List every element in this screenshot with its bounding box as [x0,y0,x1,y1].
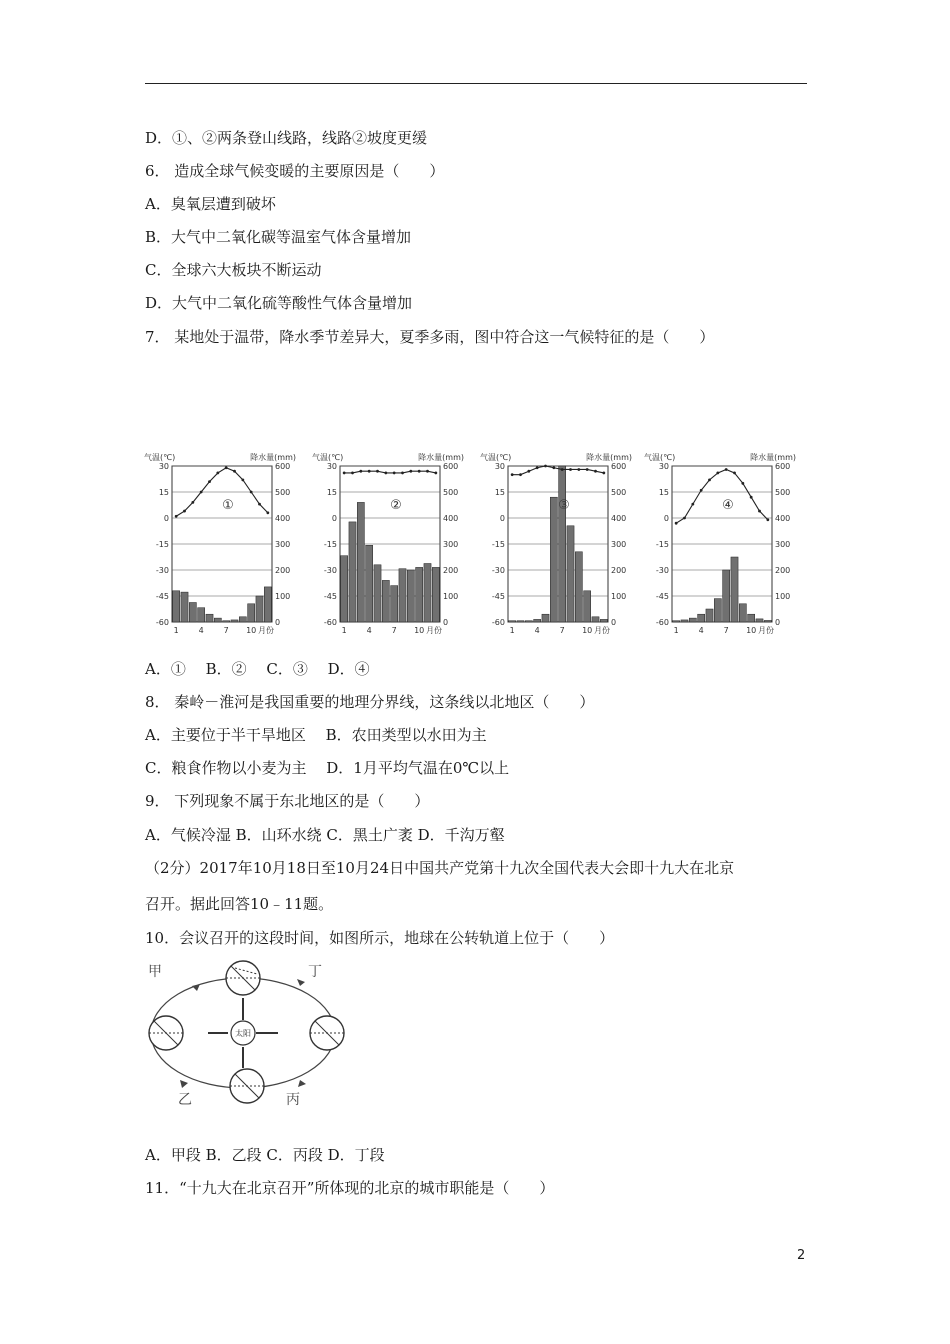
segment-label-jia: 甲 [148,964,162,980]
temp-point [683,517,686,520]
temp-tick-label: 30 [158,462,169,471]
precip-tick-label: 0 [275,618,281,627]
segment-label-ding: 丁 [308,964,322,980]
temp-point [527,470,530,473]
temp-point [351,472,354,475]
temp-tick-label: -30 [491,566,505,575]
temp-point [750,496,753,499]
temp-point [700,489,703,492]
temp-tick-label: -60 [323,618,337,627]
month-tick-label: 4 [366,626,372,635]
left-axis-label: 气温(℃) [144,453,176,462]
q6-stem: 6． 造成全球气候变暖的主要原因是（ ） [145,162,445,180]
temp-tick-label: -15 [155,540,169,549]
orbit-arrow-icon [297,979,305,986]
precip-tick-label: 200 [611,566,627,575]
chart-number-label: ① [222,498,234,514]
precip-bar [349,522,356,622]
precip-tick-label: 400 [443,514,459,523]
earth-bottom-icon [230,1069,264,1103]
precip-bar [424,564,431,623]
precip-bar [550,497,557,622]
month-tick-label: 10 [414,626,425,635]
temp-tick-label: 0 [331,514,337,523]
temp-tick-label: -15 [491,540,505,549]
temp-point [266,511,269,514]
precip-tick-label: 100 [775,592,791,601]
sun-label: 太阳 [235,1029,251,1038]
climate-chart-1 [140,448,300,640]
temp-line [344,471,436,473]
q11-stem: 11．“十九大在北京召开”所体现的北京的城市职能是（ ） [145,1179,555,1197]
temp-point [691,503,694,506]
precip-bar [214,618,221,622]
precip-bar [248,604,255,622]
right-axis-label: 降水量(mm) [750,453,796,462]
temp-point [675,522,678,525]
climate-chart-4 [640,448,800,640]
temp-point [708,478,711,481]
segment-label-yi: 乙 [178,1092,192,1108]
temp-tick-label: -60 [655,618,669,627]
q9-stem: 9． 下列现象不属于东北地区的是（ ） [145,792,430,810]
chart-number-label: ④ [722,498,734,514]
precip-tick-label: 200 [275,566,291,575]
temp-tick-label: -45 [323,592,337,601]
precip-bar [264,587,271,622]
q10-options: A．甲段 B．乙段 C．丙段 D．丁段 [145,1146,385,1164]
month-tick-label: 7 [391,626,397,635]
precip-bar [198,608,205,622]
q5-option-d: D．①、②两条登山线路，线路②坡度更缓 [145,129,428,147]
precip-tick-label: 600 [611,462,627,471]
precip-tick-label: 0 [775,618,781,627]
earth-top-icon [226,961,260,995]
earth-left-icon [149,1016,183,1050]
temp-point [519,473,522,476]
precip-tick-label: 400 [611,514,627,523]
temp-point [758,510,761,513]
temp-point [586,468,589,471]
month-tick-label: 4 [198,626,204,635]
precip-bar [698,614,705,622]
precip-tick-label: 300 [443,540,459,549]
q6-option-c: C．全球六大板块不断运动 [145,261,322,279]
precip-bar [681,620,688,622]
temp-tick-label: 15 [494,488,505,497]
q10-intro-line1: （2分）2017年10月18日至10月24日中国共产党第十九次全国代表大会即十九大在北京 [145,859,735,877]
precip-tick-label: 600 [775,462,791,471]
temp-point [577,468,580,471]
right-axis-label: 降水量(mm) [586,453,632,462]
temp-tick-label: -45 [491,592,505,601]
chart-number-label: ② [390,498,402,514]
precip-bar [407,570,414,622]
precip-bar [231,620,238,622]
orbit-arrow-icon [298,1080,306,1087]
temp-point [536,466,539,469]
precip-tick-label: 100 [275,592,291,601]
temp-tick-label: 30 [326,462,337,471]
precip-bar [432,567,439,622]
temp-tick-label: 15 [326,488,337,497]
temp-tick-label: -15 [655,540,669,549]
temp-point [544,465,547,468]
q7-stem: 7． 某地处于温带，降水季节差异大，夏季多雨，图中符合这一气候特征的是（ ） [145,328,715,346]
precip-bar [748,614,755,622]
x-axis-label: 月份 [426,626,442,635]
precip-bar [181,592,188,622]
precip-bar [567,526,574,622]
precip-bar [525,621,532,622]
temp-tick-label: -60 [155,618,169,627]
precip-bar [714,599,721,622]
precip-tick-label: 200 [775,566,791,575]
temp-tick-label: -30 [155,566,169,575]
left-axis-label: 气温(℃) [644,453,676,462]
precip-tick-label: 600 [443,462,459,471]
temp-tick-label: -30 [323,566,337,575]
precip-bar [542,614,549,622]
precip-bar [357,502,364,622]
precip-tick-label: 400 [775,514,791,523]
temp-point [368,470,371,473]
temp-point [766,518,769,521]
precip-bar [584,591,591,622]
precip-tick-label: 100 [443,592,459,601]
precip-bar [559,466,566,622]
precip-bar [673,621,680,622]
temp-point [250,491,253,494]
precip-bar [592,617,599,622]
precip-tick-label: 500 [611,488,627,497]
temp-point [569,468,572,471]
temp-point [191,501,194,504]
temp-tick-label: 30 [658,462,669,471]
precip-bar [517,621,524,622]
orbit-arrow-icon [180,1080,188,1088]
temp-point [343,472,346,475]
segment-label-bing: 丙 [286,1092,300,1108]
precip-tick-label: 400 [275,514,291,523]
temp-point [511,473,514,476]
temp-tick-label: 0 [499,514,505,523]
precip-bar [173,591,180,622]
precip-bar [723,570,730,622]
q6-option-a: A．臭氧层遭到破坏 [145,195,276,213]
month-tick-label: 1 [173,626,179,635]
precip-bar [706,609,713,622]
q9-options: A．气候冷湿 B．山环水绕 C．黑土广袤 D．千沟万壑 [145,826,505,844]
x-axis-label: 月份 [594,626,610,635]
precip-bar [189,603,196,623]
month-tick-label: 1 [509,626,515,635]
month-tick-label: 1 [341,626,347,635]
temp-point [561,468,564,471]
right-axis-label: 降水量(mm) [418,453,464,462]
temp-point [208,480,211,483]
temp-point [594,470,597,473]
temp-line [676,469,768,523]
precip-tick-label: 300 [275,540,291,549]
temp-point [183,510,186,513]
q8-options-cd: C．粮食作物以小麦为主 D．1月平均气温在0℃以上 [145,759,510,777]
q7-options: A．① B．② C．③ D．④ [145,660,370,678]
climate-chart-2 [308,448,468,640]
month-tick-label: 7 [223,626,229,635]
month-tick-label: 7 [723,626,729,635]
climate-chart-3 [476,448,636,640]
page-number: 2 [797,1248,806,1263]
precip-tick-label: 100 [611,592,627,601]
temp-tick-label: 0 [663,514,669,523]
precip-bar [534,619,541,622]
temp-point [241,478,244,481]
orbit-diagram [140,958,360,1108]
month-tick-label: 10 [746,626,757,635]
temp-point [258,503,261,506]
temp-point [384,472,387,475]
month-tick-label: 10 [582,626,593,635]
temp-tick-label: 15 [158,488,169,497]
temp-point [216,472,219,475]
precip-bar [399,569,406,622]
temp-point [409,470,412,473]
temp-tick-label: 0 [163,514,169,523]
temp-point [733,472,736,475]
precip-bar [739,604,746,622]
temp-point [434,472,437,475]
left-axis-label: 气温(℃) [480,453,512,462]
precip-tick-label: 0 [443,618,449,627]
precip-bar [756,619,763,622]
temp-tick-label: -15 [323,540,337,549]
temp-point [225,466,228,469]
x-axis-label: 月份 [258,626,274,635]
month-tick-label: 10 [246,626,257,635]
header-rule [145,83,807,84]
precip-bar [509,621,516,622]
temp-point [552,466,555,469]
x-axis-label: 月份 [758,626,774,635]
right-axis-label: 降水量(mm) [250,453,296,462]
precip-bar [731,557,738,622]
precip-bar [416,567,423,622]
precip-bar [764,620,771,622]
temp-point [233,470,236,473]
q8-stem: 8． 秦岭－淮河是我国重要的地理分界线，这条线以北地区（ ） [145,693,595,711]
temp-line [512,466,604,475]
q6-option-b: B．大气中二氧化碳等温室气体含量增加 [145,228,412,246]
q6-option-d: D．大气中二氧化硫等酸性气体含量增加 [145,294,413,312]
climate-charts [140,448,800,640]
temp-tick-label: 30 [494,462,505,471]
precip-bar [382,580,389,622]
orbit-arrow-icon [192,984,200,991]
precip-bar [600,619,607,622]
precip-tick-label: 500 [775,488,791,497]
left-axis-label: 气温(℃) [312,453,344,462]
precip-bar [689,618,696,622]
temp-point [401,472,404,475]
precip-bar [366,545,373,622]
temp-point [175,515,178,518]
precip-bar [341,556,348,622]
month-tick-label: 7 [559,626,565,635]
precip-bar [374,565,381,622]
temp-point [376,470,379,473]
precip-tick-label: 300 [611,540,627,549]
temp-point [418,470,421,473]
temp-tick-label: -45 [155,592,169,601]
month-tick-label: 4 [534,626,540,635]
precip-bar [206,614,213,622]
month-tick-label: 4 [698,626,704,635]
temp-point [200,491,203,494]
temp-point [602,472,605,475]
precip-tick-label: 300 [775,540,791,549]
temp-tick-label: -60 [491,618,505,627]
temp-point [393,472,396,475]
earth-right-icon [310,1016,344,1050]
temp-point [716,472,719,475]
chart-number-label: ③ [558,498,570,514]
precip-bar [575,552,582,622]
precip-tick-label: 0 [611,618,617,627]
precip-bar [256,596,263,622]
temp-tick-label: -45 [655,592,669,601]
precip-tick-label: 200 [443,566,459,575]
temp-point [426,470,429,473]
precip-tick-label: 500 [443,488,459,497]
temp-point [741,482,744,485]
precip-bar [223,621,230,622]
temp-tick-label: -30 [655,566,669,575]
temp-point [359,470,362,473]
q8-options-ab: A．主要位于半干旱地区 B．农田类型以水田为主 [145,726,487,744]
precip-bar [239,617,246,622]
precip-tick-label: 600 [275,462,291,471]
temp-point [725,468,728,471]
q10-intro-line2: 召开。据此回答10﹣11题。 [145,895,334,913]
month-tick-label: 1 [673,626,679,635]
precip-tick-label: 500 [275,488,291,497]
precip-bar [391,586,398,622]
temp-tick-label: 15 [658,488,669,497]
q10-stem: 10．会议召开的这段时间，如图所示，地球在公转轨道上位于（ ） [145,929,615,947]
